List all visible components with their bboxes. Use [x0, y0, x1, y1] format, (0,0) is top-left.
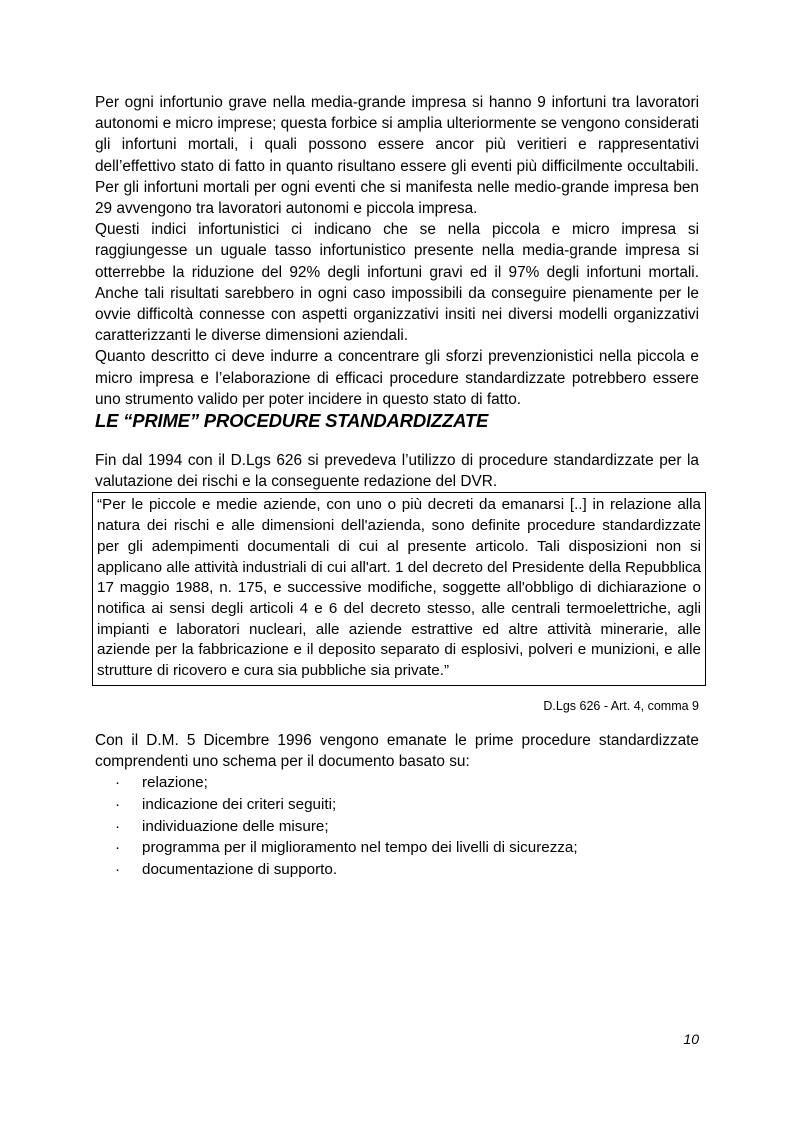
bullet-dot-icon: ·	[115, 839, 121, 857]
paragraph-sforzi-prevenzionistici: Quanto descritto ci deve indurre a concentrare gli sforzi prevenzionistici nella piccola e micro impresa e l’elaborazione di efficaci procedure standardizzate potrebbero essere uno strumento valido per poter incidere in questo stato di fatto.	[95, 348, 699, 408]
bullet-dot-icon: ·	[115, 817, 121, 835]
bullet-dot-icon: ·	[115, 861, 121, 878]
legal-quote-box	[92, 492, 706, 685]
paragraph-indici-infortunistici: Questi indici infortunistici ci indicano che se nella piccola e micro impresa si raggiungesse un uguale tasso infortunistico presente nella media-grande impresa si otterrebbe la riduzione del 92% degli infortuni gravi ed il 97% degli infortuni mortali. Anche tali risultati sarebbero in ogni caso impossibili da conseguire pienamente per le ovvie difficoltà connesse con aspetti organizzativi insiti nei diversi modelli organizzativi caratterizzanti le diverse dimensioni aziendali.	[95, 221, 699, 345]
bullet-list	[95, 772, 699, 881]
list-item: · relazione;	[115, 772, 699, 794]
legal-quote-text: “Per le piccole e medie aziende, con uno o più decreti da emanarsi [..] in relazione alla natura dei rischi e alle dimensioni dell'azienda, sono definite procedure standardizzate per gli adempimenti documentali di cui al presente articolo. Tali disposizioni non si applicano alle attività industriali di cui all'art. 1 del decreto del Presidente della Repubblica 17 maggio 1988, n. 175, e successive modifiche, soggette all'obbligo di dichiarazione o notifica ai sensi degli articoli 4 e 6 del decreto stesso, alle centrali termoelettriche, agli impianti e laboratori nucleari, alle aziende estrattive ed altre attività minerarie, alle aziende per la fabbricazione e il deposito separato di esplosivi, polveri e munizioni, e alle strutture di ricovero e cura sia pubbliche sia private.”	[97, 496, 701, 680]
quote-citation: D.Lgs 626 - Art. 4, comma 9	[543, 698, 699, 713]
document-page	[95, 92, 699, 881]
page-number: 10	[683, 1031, 699, 1047]
bullet-dot-icon: ·	[115, 774, 121, 792]
list-item: · indicazione dei criteri seguiti;	[115, 794, 699, 816]
list-item: · programma per il miglioramento nel tempo dei livelli di sicurezza;	[115, 837, 699, 859]
section-title: LE “PRIME” PROCEDURE STANDARDIZZATE	[95, 410, 489, 432]
paragraph-dlgs-626: Fin dal 1994 con il D.Lgs 626 si prevedeva l’utilizzo di procedure standardizzate per la valutazione dei rischi e la conseguente redazione del DVR.	[95, 452, 699, 491]
paragraph-dm-1996: Con il D.M. 5 Dicembre 1996 vengono emanate le prime procedure standardizzate comprendenti uno schema per il documento basato su:	[95, 731, 699, 770]
list-item: · documentazione di supporto.	[115, 859, 699, 881]
list-item: · individuazione delle misure;	[115, 816, 699, 838]
paragraph-infortuni-gravi: Per ogni infortunio grave nella media-grande impresa si hanno 9 infortuni tra lavoratori autonomi e micro imprese; questa forbice si amplia ulteriormente se vengono considerati gli infortuni mortali, i quali possono essere ancor più veritieri e rappresentativi dell’effettivo stato di fatto in quanto risultano essere gli eventi più difficilmente occultabili. Per gli infortuni mortali per ogni eventi che si manifesta nelle medio-grande impresa ben 29 avvengono tra lavoratori autonomi e piccola impresa.	[95, 94, 699, 218]
bullet-dot-icon: ·	[115, 795, 121, 813]
